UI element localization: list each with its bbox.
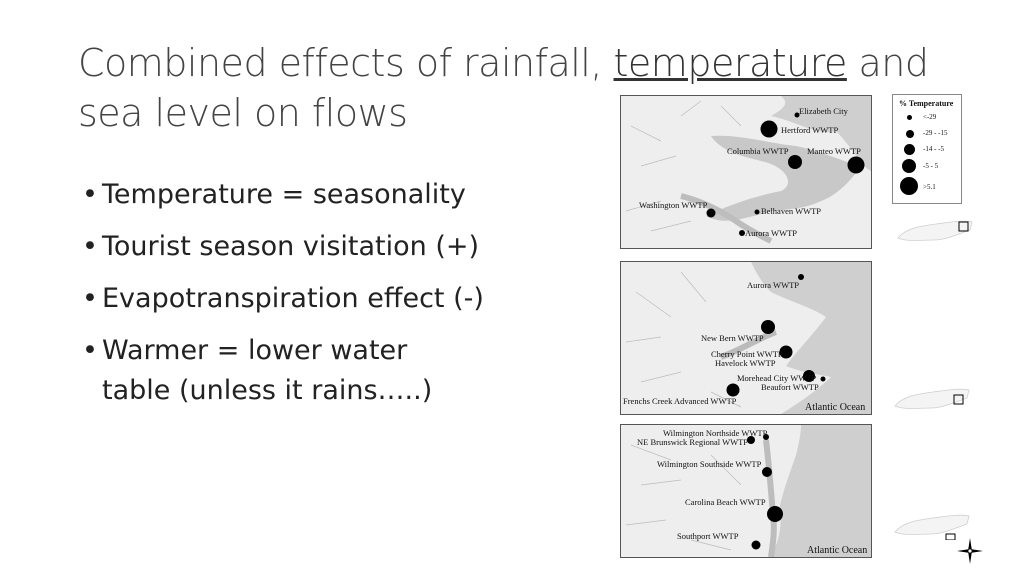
compass-icon [956, 537, 984, 565]
map-label: Aurora WWTP [745, 228, 798, 238]
legend-marker [904, 144, 915, 155]
state-inset-map [896, 216, 976, 246]
map-label: Columbia WWTP [727, 146, 789, 156]
ocean-label: Atlantic Ocean [807, 545, 868, 556]
map-label: Belhaven WWTP [761, 206, 822, 216]
legend-label: -14 - -5 [923, 145, 944, 153]
legend-label: >5.1 [923, 183, 936, 191]
legend-row [893, 177, 961, 195]
map-albemarle [620, 95, 872, 249]
state-inset-map [893, 384, 973, 414]
bullet-item-line: table (unless it rains…..) [102, 375, 433, 406]
map-albemarle-shapes [621, 96, 871, 248]
legend-marker [900, 177, 918, 195]
bullet-item: • Evapotranspiration effect (-) [82, 279, 582, 319]
bullet-list [82, 175, 582, 423]
map-legend [892, 94, 962, 204]
map-label: Frenchs Creek Advanced WWTP [623, 396, 737, 406]
map-label: Southport WWTP [677, 531, 739, 541]
map-neuse [620, 261, 872, 415]
legend-label: <-29 [923, 113, 937, 121]
legend-label: -29 - -15 [923, 129, 948, 137]
map-label: Cherry Point WWTP [711, 349, 783, 359]
title-text-2: and sea level on flows [78, 41, 929, 135]
bullet-item [82, 331, 582, 411]
map-label: Beaufort WWTP [761, 382, 819, 392]
legend-marker [907, 115, 912, 120]
map-label: Elizabeth City [799, 106, 848, 116]
map-label: NE Brunswick Regional WWTP [637, 437, 749, 447]
map-label: Wilmington Northside WWTP [663, 428, 768, 438]
legend-label: -5 - 5 [923, 162, 939, 170]
map-label: Washington WWTP [639, 200, 708, 210]
map-label: Aurora WWTP [747, 280, 800, 290]
map-cape-fear [620, 424, 872, 558]
map-label: Hertford WWTP [781, 125, 839, 135]
map-label: Morehead City WWTP [737, 373, 817, 383]
legend-marker [906, 130, 914, 138]
ocean-label: Atlantic Ocean [805, 402, 866, 413]
legend-marker [902, 159, 916, 173]
bullet-item: • Tourist season visitation (+) [82, 227, 582, 267]
map-label: New Bern WWTP [701, 333, 764, 343]
map-label: Wilmington Southside WWTP [657, 459, 762, 469]
bullet-item-line: • Warmer = lower water [102, 335, 408, 366]
legend-row [893, 159, 961, 177]
map-label: Carolina Beach WWTP [685, 497, 766, 507]
bullet-item: • Temperature = seasonality [82, 175, 582, 215]
title-text-1: Combined effects of rainfall, [78, 41, 614, 85]
temperature-link[interactable]: temperature [613, 41, 847, 85]
state-inset-map [893, 510, 973, 540]
legend-title: % Temperature [899, 99, 954, 108]
map-label: Manteo WWTP [807, 146, 861, 156]
map-label: Havelock WWTP [715, 358, 776, 368]
